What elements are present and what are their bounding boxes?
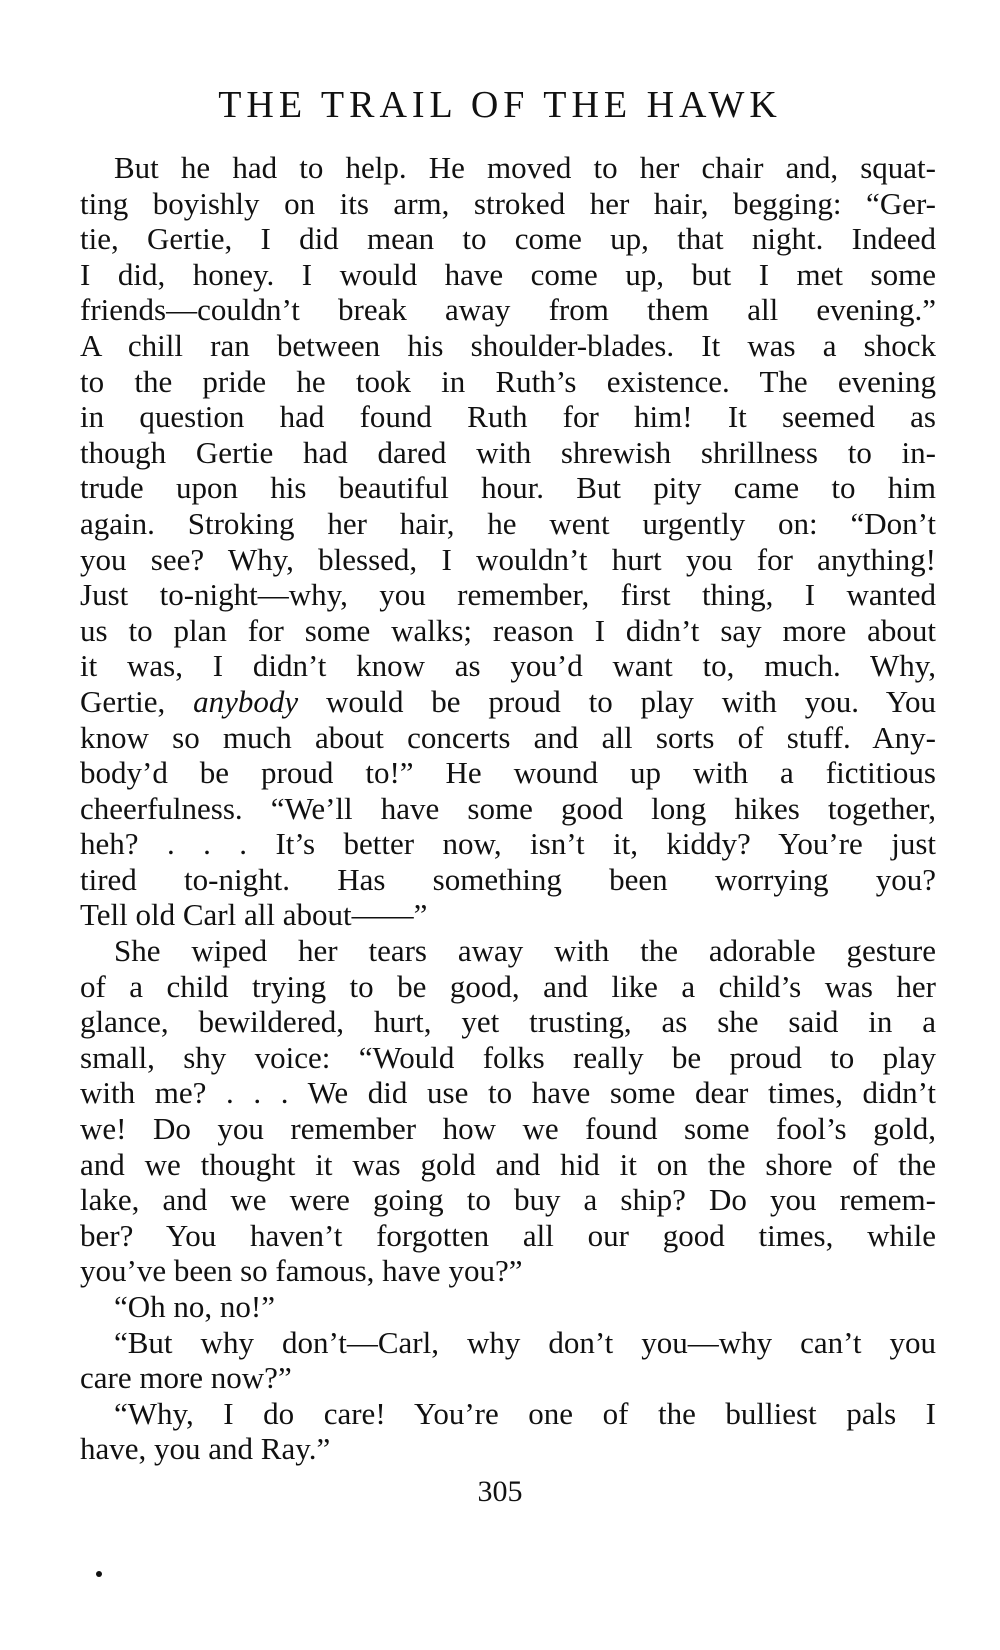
- text-line: know so much about concerts and all sorts of stuff. Any-: [80, 719, 936, 755]
- text-line: with me? . . . We did use to have some dear times, didn’t: [80, 1075, 936, 1111]
- text-line: us to plan for some walks; reason I didn’t say more about: [80, 612, 936, 648]
- text-line: to the pride he took in Ruth’s existence. The evening: [80, 363, 936, 399]
- page-number: 305: [477, 1475, 523, 1508]
- text-line: But he had to help. He moved to her chair and, squat-: [114, 150, 936, 185]
- text-line: I did, honey. I would have come up, but I met some: [80, 256, 936, 292]
- text-line: body’d be proud to!” He wound up with a fictitious: [80, 755, 936, 791]
- text-line: it was, I didn’t know as you’d want to, much. Why,: [80, 648, 936, 684]
- text-line: we! Do you remember how we found some fool’s gold,: [80, 1111, 936, 1147]
- text-line: cheerfulness. “We’ll have some good long hikes together,: [80, 790, 936, 826]
- ink-speck: [96, 1571, 102, 1577]
- text-line: and we thought it was gold and hid it on the shore of the: [80, 1146, 936, 1182]
- text-line: tie, Gertie, I did mean to come up, that night. Indeed: [80, 221, 936, 257]
- text-line: Just to-night—why, you remember, first thing, I wanted: [80, 577, 936, 613]
- text-line: “But why don’t—Carl, why don’t you—why can’t you: [114, 1324, 936, 1360]
- text-line: She wiped her tears away with the adorable gesture: [114, 933, 936, 969]
- body-text: [80, 150, 936, 1467]
- text-line: in question had found Ruth for him! It seemed as: [80, 399, 936, 435]
- text-line: small, shy voice: “Would folks really be proud to play: [80, 1039, 936, 1075]
- text-line: you see? Why, blessed, I wouldn’t hurt you for anything!: [80, 541, 936, 577]
- text-line: heh? . . . It’s better now, isn’t it, kiddy? You’re just: [80, 826, 936, 862]
- emphasis: anybody: [193, 683, 299, 719]
- running-head: THE TRAIL OF THE HAWK: [218, 84, 782, 126]
- text-line: glance, bewildered, hurt, yet trusting, as she said in a: [80, 1004, 936, 1040]
- text-line: you’ve been so famous, have you?”: [80, 1253, 523, 1289]
- text-line: though Gertie had dared with shrewish shrillness to in-: [80, 434, 936, 470]
- text-line: Gertie, anybody would be proud to play with you. You: [80, 683, 936, 719]
- text-line: care more now?”: [80, 1360, 292, 1396]
- text-line: have, you and Ray.”: [80, 1431, 331, 1467]
- text-line: friends—couldn’t break away from them all evening.”: [80, 292, 936, 328]
- text-line: lake, and we were going to buy a ship? Do you remem-: [80, 1182, 936, 1218]
- text-line: of a child trying to be good, and like a child’s was her: [80, 968, 936, 1004]
- text-line: Tell old Carl all about——”: [80, 897, 428, 933]
- text-line: again. Stroking her hair, he went urgently on: “Don’t: [80, 505, 936, 541]
- text-line: trude upon his beautiful hour. But pity came to him: [80, 470, 936, 506]
- text-line: ber? You haven’t forgotten all our good times, while: [80, 1217, 936, 1253]
- text-line: A chill ran between his shoulder-blades. It was a shock: [80, 327, 936, 363]
- text-line: “Oh no, no!”: [114, 1289, 275, 1324]
- text-line: ting boyishly on its arm, stroked her hair, begging: “Ger-: [80, 185, 936, 221]
- text-line: tired to-night. Has something been worrying you?: [80, 861, 936, 897]
- text-line: “Why, I do care! You’re one of the bulliest pals I: [114, 1395, 936, 1431]
